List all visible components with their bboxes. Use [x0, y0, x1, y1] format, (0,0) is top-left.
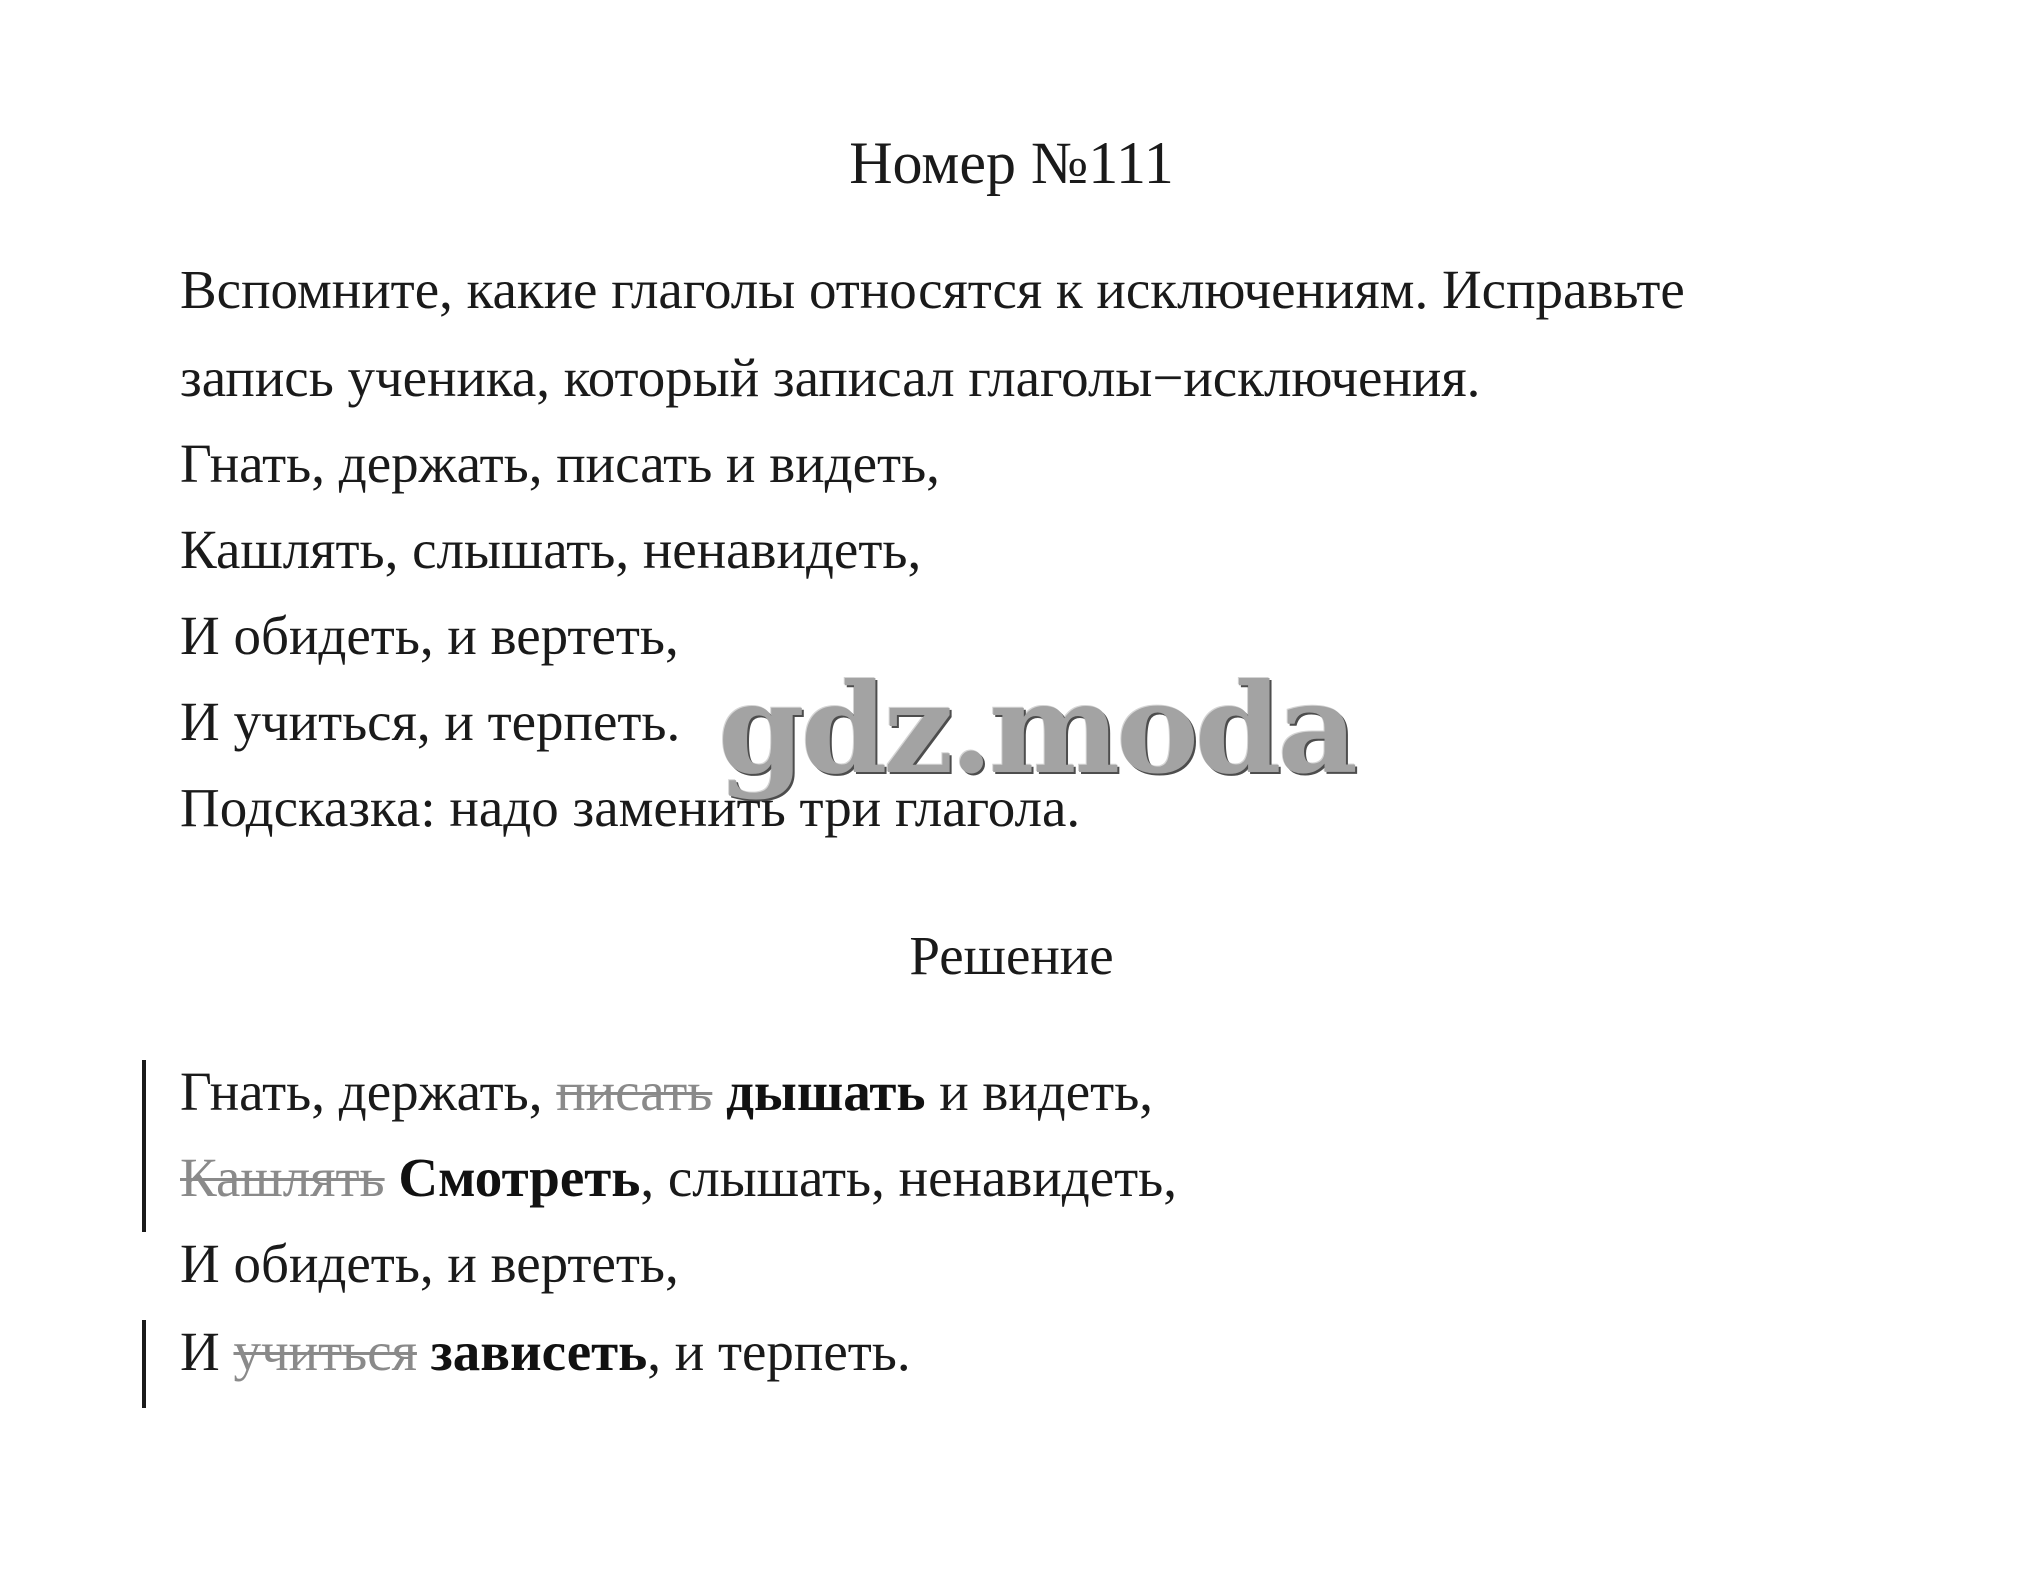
struck-word: писать: [556, 1061, 713, 1122]
margin-correction-bar: [142, 1060, 146, 1232]
corrected-word: Смотреть: [398, 1147, 641, 1208]
solution-line: [180, 1060, 1153, 1124]
solution-line: [180, 1146, 1177, 1210]
corrected-word: зависеть: [430, 1321, 648, 1382]
task-line: Гнать, держать, писать и видеть,: [180, 433, 940, 494]
task-line: Вспомните, какие глаголы относятся к исключениям. Исправьте: [180, 259, 1685, 320]
plain-text: И: [180, 1321, 234, 1382]
solution-heading: Решение: [909, 925, 1114, 986]
plain-text: , слышать, ненавидеть,: [640, 1147, 1178, 1208]
corrected-word: дышать: [726, 1061, 926, 1122]
plain-text: И обидеть, и вертеть,: [180, 1233, 679, 1294]
page-title: Номер №111: [849, 130, 1174, 196]
struck-word: Кашлять: [180, 1147, 385, 1208]
task-line: Кашлять, слышать, ненавидеть,: [180, 519, 922, 580]
watermark-logo: gdz.moda: [718, 657, 1354, 802]
plain-text: и видеть,: [925, 1061, 1154, 1122]
task-line: Подсказка: надо заменить три глагола.: [180, 777, 1081, 838]
solution-line: [180, 1232, 679, 1296]
plain-text: Гнать, держать,: [180, 1061, 557, 1122]
task-line: И учиться, и терпеть.: [180, 691, 681, 752]
struck-word: учиться: [233, 1321, 417, 1382]
solution-line: [180, 1320, 911, 1384]
task-line: И обидеть, и вертеть,: [180, 605, 679, 666]
task-line: запись ученика, который записал глаголы−исключения.: [180, 347, 1481, 408]
plain-text: , и терпеть.: [647, 1321, 911, 1382]
margin-correction-bar: [142, 1320, 146, 1408]
